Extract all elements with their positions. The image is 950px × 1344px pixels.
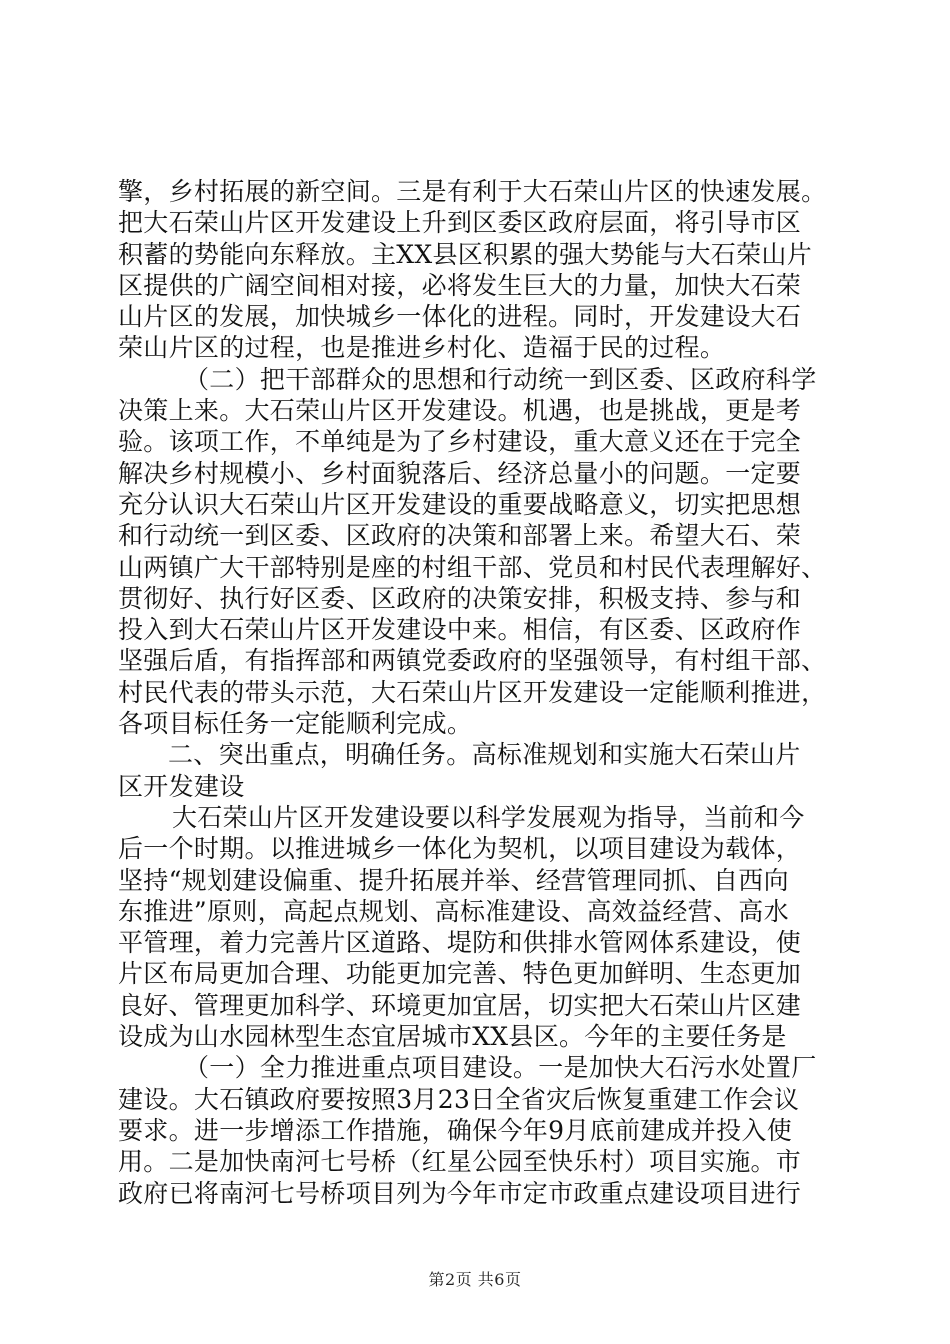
text-line: 用。二是加快南河七号桥（红星公园至快乐村）项目实施。市 [118, 1147, 802, 1177]
text-line: 片区布局更加合理、功能更加完善、特色更加鲜明、生态更加 [118, 959, 802, 989]
text-line: 东推进”原则，高起点规划、高标准建设、高效益经营、高水 [118, 896, 789, 926]
text-line: 区提供的广阔空间相对接，必将发生巨大的力量，加快大石荣 [118, 270, 802, 300]
text-line: 良好、管理更加科学、环境更加宜居，切实把大石荣山片区建 [118, 990, 802, 1020]
text-line: 积蓄的势能向东释放。主XX县区积累的强大势能与大石荣山片 [118, 239, 812, 269]
text-line: 各项目标任务一定能顺利完成。 [118, 709, 473, 739]
text-line: 后一个时期。以推进城乡一体化为契机，以项目建设为载体， [118, 834, 802, 864]
text-line: 建设。大石镇政府要按照3月23日全省灾后恢复重建工作会议 [118, 1084, 800, 1114]
text-line: 坚强后盾，有指挥部和两镇党委政府的坚强领导，有村组干部、 [118, 646, 827, 676]
text-line: 平管理，着力完善片区道路、堤防和供排水管网体系建设，使 [118, 928, 802, 958]
text-line: 解决乡村规模小、乡村面貌落后、经济总量小的问题。一定要 [118, 458, 802, 488]
text-line: 村民代表的带头示范，大石荣山片区开发建设一定能顺利推进， [118, 677, 827, 707]
text-line: 大石荣山片区开发建设要以科学发展观为指导，当前和今 [172, 802, 805, 832]
text-line: 荣山片区的过程，也是推进乡村化、造福于民的过程。 [118, 333, 726, 363]
text-line: 验。该项工作，不单纯是为了乡村建设，重大意义还在于完全 [118, 427, 802, 457]
section-heading-line: 二、突出重点，明确任务。高标准规划和实施大石荣山片 [168, 740, 801, 770]
text-line: 贯彻好、执行好区委、区政府的决策安排，积极支持、参与和 [118, 583, 802, 613]
text-line: 要求。进一步增添工作措施，确保今年9月底前建成并投入使 [118, 1115, 793, 1145]
text-line: （二）把干部群众的思想和行动统一到区委、区政府科学 [184, 364, 817, 394]
text-line: 山片区的发展，加快城乡一体化的进程。同时，开发建设大石 [118, 302, 802, 332]
text-line: 坚持“规划建设偏重、提升拓展并举、经营管理同抓、自西向 [118, 865, 789, 895]
text-line: 决策上来。大石荣山片区开发建设。机遇，也是挑战，更是考 [118, 396, 802, 426]
page-number-footer: 第2页 共6页 [428, 1270, 522, 1289]
text-line: 和行动统一到区委、区政府的决策和部署上来。希望大石、荣 [118, 521, 802, 551]
text-line: 设成为山水园林型生态宜居城市XX县区。今年的主要任务是 [118, 1022, 787, 1052]
text-line: 投入到大石荣山片区开发建设中来。相信，有区委、区政府作 [118, 615, 802, 645]
text-line: 政府已将南河七号桥项目列为今年市定市政重点建设项目进行 [118, 1178, 802, 1208]
section-heading-line: 区开发建设 [118, 771, 245, 801]
document-body [118, 176, 838, 1209]
text-line: （一）全力推进重点项目建设。一是加快大石污水处置厂 [184, 1053, 817, 1083]
text-line: 把大石荣山片区开发建设上升到区委区政府层面，将引导市区 [118, 208, 802, 238]
text-line: 擎，乡村拓展的新空间。三是有利于大石荣山片区的快速发展。 [118, 177, 827, 206]
text-line: 充分认识大石荣山片区开发建设的重要战略意义，切实把思想 [118, 489, 802, 519]
text-line: 山两镇广大干部特别是座的村组干部、党员和村民代表理解好、 [118, 552, 827, 582]
